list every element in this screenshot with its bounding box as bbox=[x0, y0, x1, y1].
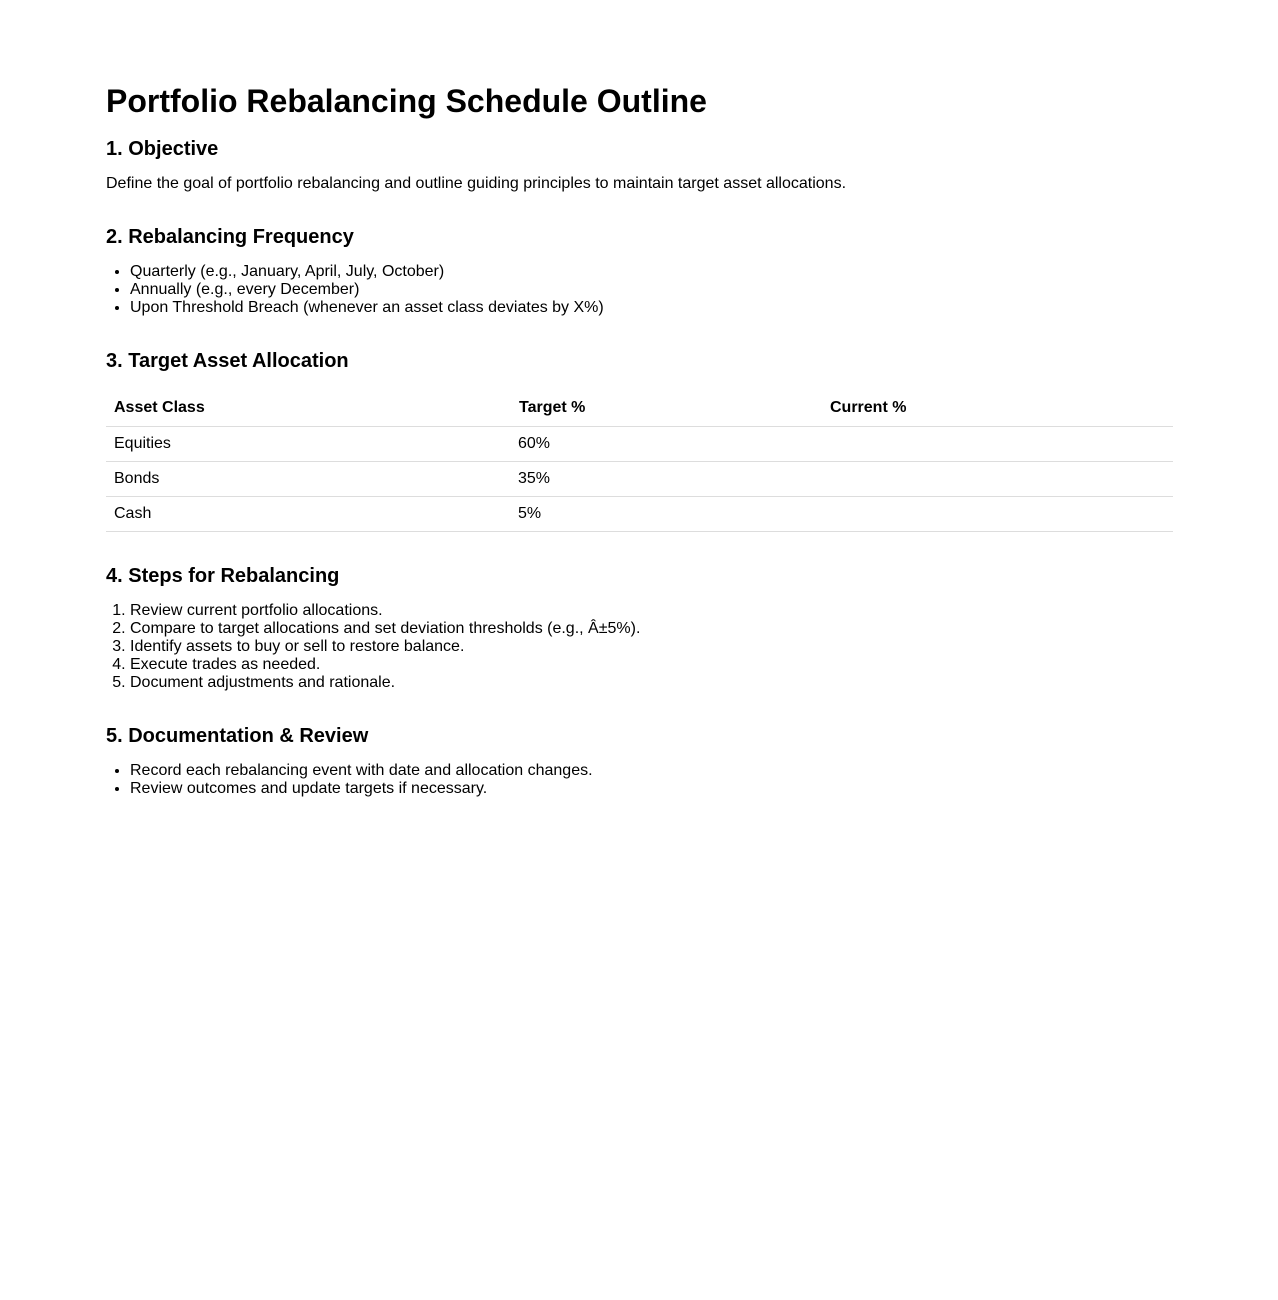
target-cell: 60% bbox=[511, 427, 822, 462]
asset-class-cell: Bonds bbox=[106, 462, 511, 497]
current-cell bbox=[822, 497, 1173, 532]
table-header-row bbox=[106, 392, 1173, 427]
list-item: • Quarterly (e.g., January, April, July, October) bbox=[130, 263, 1172, 281]
column-header-asset-class: Asset Class bbox=[106, 392, 511, 427]
objective-text: Define the goal of portfolio rebalancing and outline guiding principles to maintain target asset allocations. bbox=[106, 175, 847, 192]
current-cell bbox=[822, 427, 1173, 462]
asset-class-cell: Equities bbox=[106, 427, 511, 462]
list-item: 1. Review current portfolio allocations. bbox=[130, 602, 1172, 620]
steps-list bbox=[106, 602, 1172, 692]
frequency-heading: 2. Rebalancing Frequency bbox=[106, 226, 354, 248]
list-item: • Record each rebalancing event with date and allocation changes. bbox=[130, 762, 1172, 780]
objective-heading: 1. Objective bbox=[106, 138, 219, 160]
column-header-target: Target % bbox=[511, 392, 822, 427]
list-item: 4. Execute trades as needed. bbox=[130, 656, 1172, 674]
allocation-heading: 3. Target Asset Allocation bbox=[106, 350, 349, 372]
steps-heading: 4. Steps for Rebalancing bbox=[106, 565, 340, 587]
list-item: 3. Identify assets to buy or sell to restore balance. bbox=[130, 638, 1172, 656]
table-row bbox=[106, 462, 1173, 497]
list-item: 2. Compare to target allocations and set deviation thresholds (e.g., Â±5%). bbox=[130, 620, 1172, 638]
documentation-list bbox=[106, 762, 1172, 798]
allocation-section bbox=[106, 349, 1172, 532]
documentation-heading: 5. Documentation & Review bbox=[106, 725, 369, 747]
list-item: • Annually (e.g., every December) bbox=[130, 281, 1172, 299]
current-cell bbox=[822, 462, 1173, 497]
documentation-section bbox=[106, 724, 1172, 798]
asset-class-cell: Cash bbox=[106, 497, 511, 532]
objective-section bbox=[106, 137, 1172, 193]
list-item: 5. Document adjustments and rationale. bbox=[130, 674, 1172, 692]
list-item: • Review outcomes and update targets if necessary. bbox=[130, 780, 1172, 798]
allocation-table bbox=[106, 392, 1173, 532]
page-title: Portfolio Rebalancing Schedule Outline bbox=[106, 83, 707, 119]
table-row bbox=[106, 497, 1173, 532]
table-row bbox=[106, 427, 1173, 462]
column-header-current: Current % bbox=[822, 392, 1173, 427]
frequency-list bbox=[106, 263, 1172, 317]
target-cell: 35% bbox=[511, 462, 822, 497]
target-cell: 5% bbox=[511, 497, 822, 532]
list-item: • Upon Threshold Breach (whenever an asset class deviates by X%) bbox=[130, 299, 1172, 317]
frequency-section bbox=[106, 225, 1172, 317]
steps-section bbox=[106, 564, 1172, 692]
